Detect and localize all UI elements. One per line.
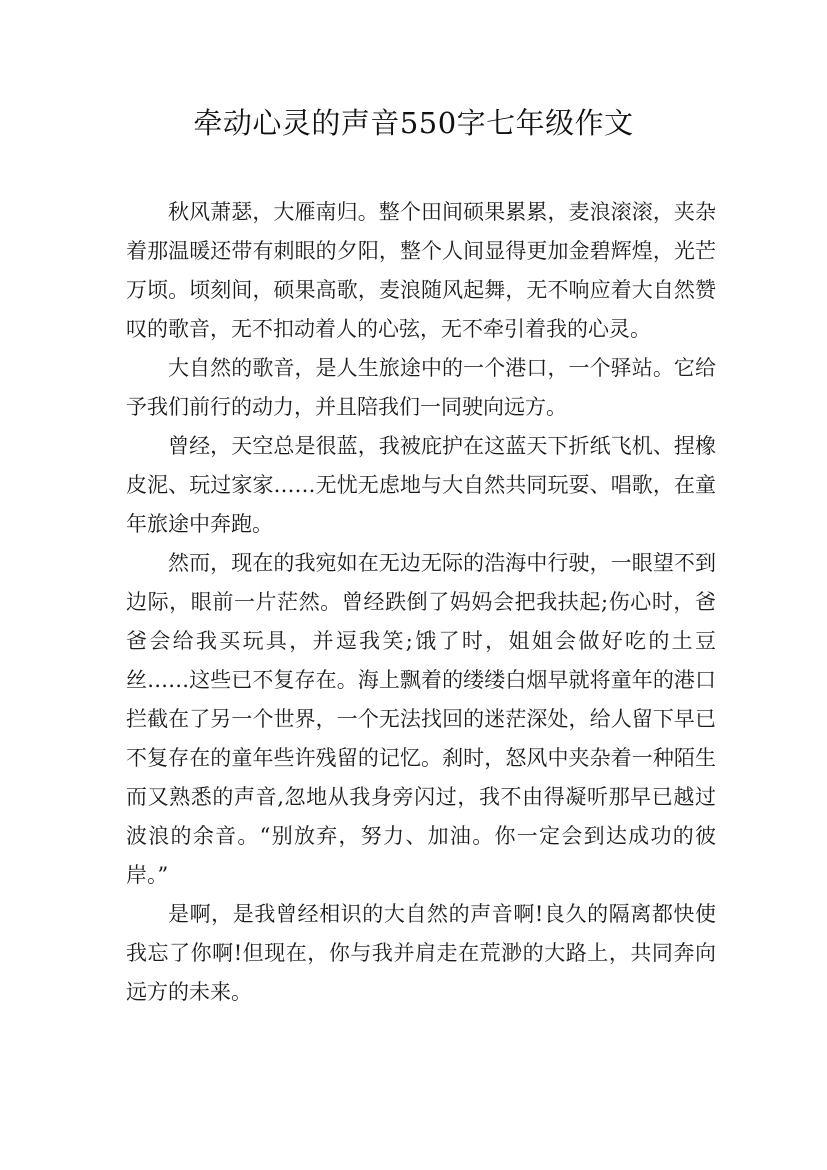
document-body [126, 193, 716, 1012]
paragraph: 大自然的歌音，是人生旅途中的一个港口，一个驿站。它给予我们前行的动力，并且陪我们一同驶向远方。 [126, 356, 716, 419]
paragraph: 是啊，是我曾经相识的大自然的声音啊!良久的隔离都快使我忘了你啊!但现在，你与我并肩走在荒渺的大路上，共同奔向远方的未来。 [126, 902, 716, 1004]
document-title: 牵动心灵的声音550字七年级作文 [193, 106, 634, 140]
paragraph: 曾经，天空总是很蓝，我被庇护在这蓝天下折纸飞机、捏橡皮泥、玩过家家……无忧无虑地与大自然共同玩耍、唱歌，在童年旅途中奔跑。 [126, 434, 716, 536]
paragraph: 然而，现在的我宛如在无边无际的浩海中行驶，一眼望不到边际，眼前一片茫然。曾经跌倒了妈妈会把我扶起;伤心时，爸爸会给我买玩具，并逗我笑;饿了时，姐姐会做好吃的土豆丝……这些已不复存在。海上飘着的缕缕白烟早就将童年的港口拦截在了另一个世界，一个无法找回的迷茫深处，给人留下早已不复存在的童年些许残留的记忆。刹时，怒风中夹杂着一种陌生而又熟悉的声音,忽地从我身旁闪过，我不由得凝听那早已越过波浪的余音。“别放弃，努力、加油。你一定会到达成功的彼岸。” [126, 551, 716, 887]
paragraph: 秋风萧瑟，大雁南归。整个田间硕果累累，麦浪滚滚，夹杂着那温暖还带有刺眼的夕阳，整个人间显得更加金碧辉煌，光芒万顷。顷刻间，硕果高歌，麦浪随风起舞，无不响应着大自然赞叹的歌音，无不扣动着人的心弦，无不牵引着我的心灵。 [126, 200, 716, 341]
